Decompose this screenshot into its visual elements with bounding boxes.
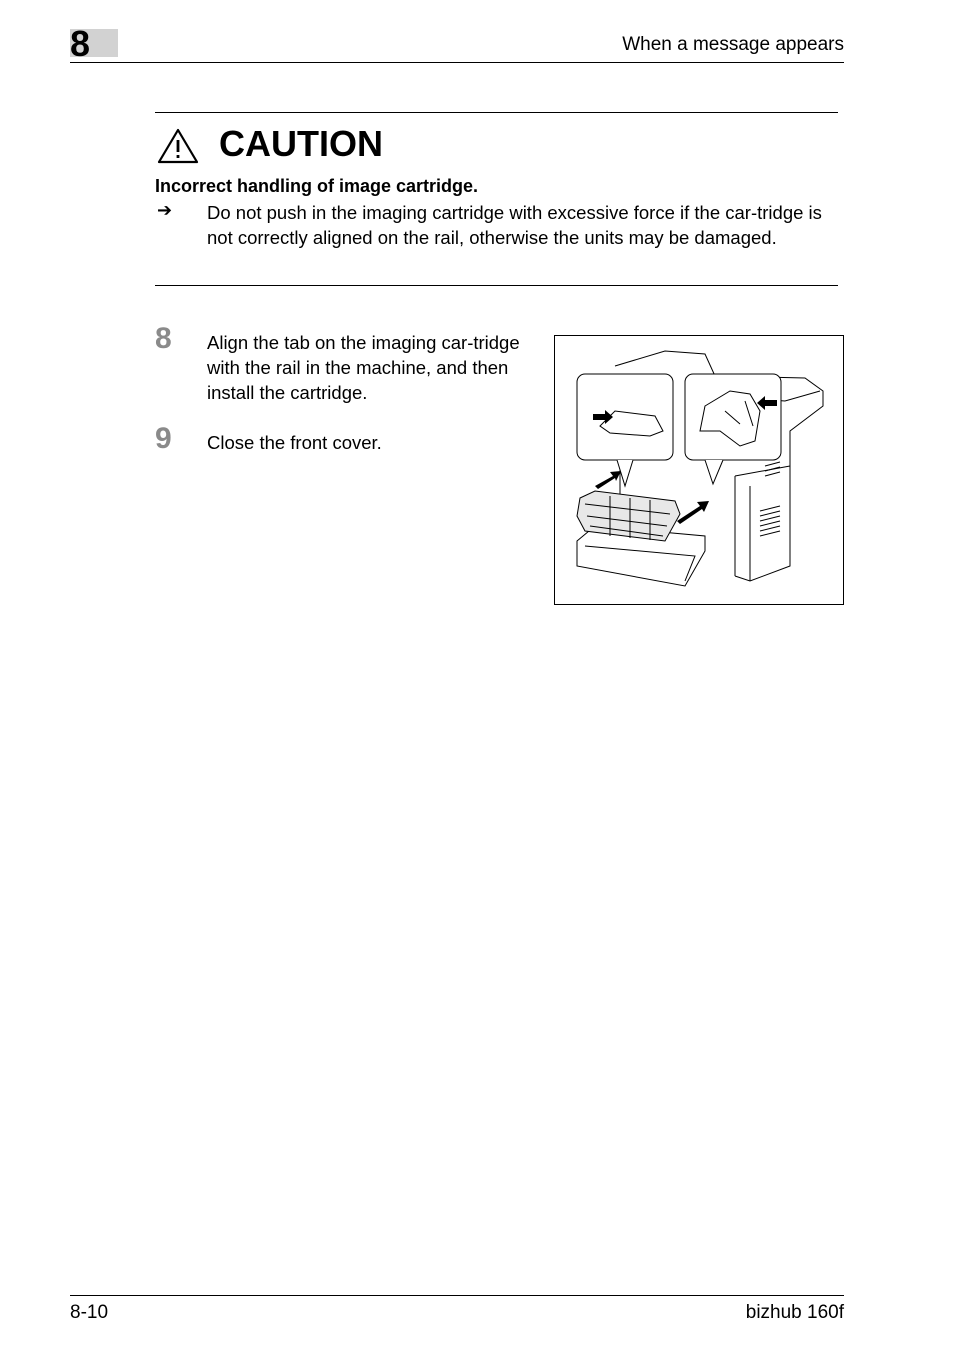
warning-triangle-icon	[157, 128, 199, 164]
caution-subtitle: Incorrect handling of image cartridge.	[155, 176, 479, 196]
caution-bottom-rule	[155, 285, 838, 286]
step-number-8: 8	[155, 322, 172, 355]
caution-text: Do not push in the imaging cartridge with excessive force if the car-tridge is not correctly aligned on the rail, otherwise the units may be damaged.	[207, 202, 822, 248]
step-number-9: 9	[155, 422, 172, 455]
header-rule	[70, 62, 844, 63]
caution-top-rule	[155, 112, 838, 113]
product-name: bizhub 160f	[745, 1302, 844, 1323]
header-title: When a message appears	[622, 34, 844, 55]
chapter-number: 8	[70, 23, 91, 64]
page-number: 8-10	[70, 1302, 109, 1323]
printer-illustration-icon	[555, 336, 843, 604]
caution-title: CAUTION	[219, 123, 383, 164]
step-text-8: Align the tab on the imaging car-tridge with the rail in the machine, and then install the cartridge.	[207, 332, 520, 403]
arrow-right-icon: ➔	[157, 200, 173, 220]
cartridge-installation-illustration	[554, 335, 844, 605]
step-text-9: Close the front cover.	[207, 432, 382, 453]
footer-rule	[70, 1295, 844, 1296]
